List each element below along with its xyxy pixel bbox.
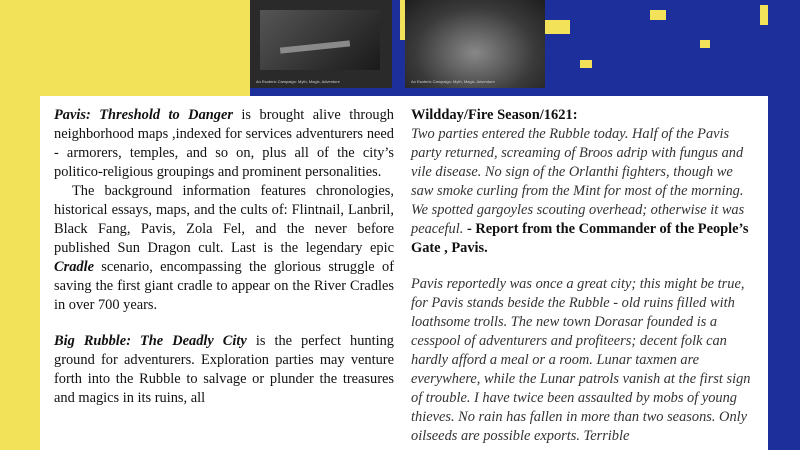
- left-column: [54, 106, 394, 408]
- big-rubble-text: is the perfect hunting ground for adventurers. Exploration parties may venture forth into the Rubble to salvage or plunder the treasures and magics in its ruins, all: [54, 333, 394, 406]
- pavis-title: Pavis: Threshold to Danger: [54, 107, 233, 123]
- big-rubble-paragraph: [54, 332, 394, 408]
- report-attribution: - Report from the Commander of the People’s Gate , Pavis.: [411, 221, 749, 256]
- pavis-paragraph: [54, 106, 394, 182]
- photo-right-caption: An Esoteric Campaign: Myth, Magic, Adventure: [411, 79, 495, 84]
- report-date-heading: Wildday/Fire Season/1621:: [411, 107, 578, 123]
- background-paragraph: [54, 182, 394, 315]
- photo-left-caption: An Esoteric Campaign: Myth, Magic, Adventure: [256, 79, 340, 84]
- photo-right: [405, 0, 545, 88]
- right-column: [411, 106, 757, 446]
- photo-right-artwork: [405, 0, 545, 88]
- pavis-text: is brought alive through neighborhood maps ,indexed for services adventurers need - armorers, temples, and so on, plus all of the city’s politico-religious groupings and prominent personalities.: [54, 107, 394, 180]
- report-text: Two parties entered the Rubble today. Half of the Pavis party returned, screaming of Broos adrip with fungus and vile disease. No sign of the Orlanthi fighters, though we saw smoke curling from the Mint for most of the morning. We spotted gargoyles scouting overhead; otherwise it was peaceful.: [411, 126, 745, 237]
- text-page: [40, 96, 768, 450]
- cradle-title: Cradle: [54, 259, 94, 275]
- photo-left: [250, 0, 392, 88]
- photo-left-artwork: [260, 10, 380, 70]
- background-text-b: scenario, encompassing the glorious struggle of saving the first giant cradle to appear on the River Cradles in over 700 years.: [54, 259, 394, 313]
- pavis-description: Pavis reportedly was once a great city; this might be true, for Pavis stands beside the Rubble - old ruins filled with loathsome trolls. The new town Dorasar founded is a cesspool of adventurers and profiteers; decent folk can hardly afford a meal or a room. Lunar taxmen are everywhere, while the Lunar patrols vanish at the first sign of trouble. I have twice been assaulted by mobs of young thieves. No rain has fallen in more than two seasons. Only oilseeds are possible exports. Terrible: [411, 276, 751, 444]
- background-text-a: The background information features chronologies, historical essays, maps, and the cults of: Flintnail, Lanbril, Black Fang, Pavis, Zola Fel, and the never before published Sun Dragon cult. Last is the legendary epic: [54, 183, 394, 256]
- commander-report: [411, 125, 757, 258]
- big-rubble-title: Big Rubble: The Deadly City: [54, 333, 247, 349]
